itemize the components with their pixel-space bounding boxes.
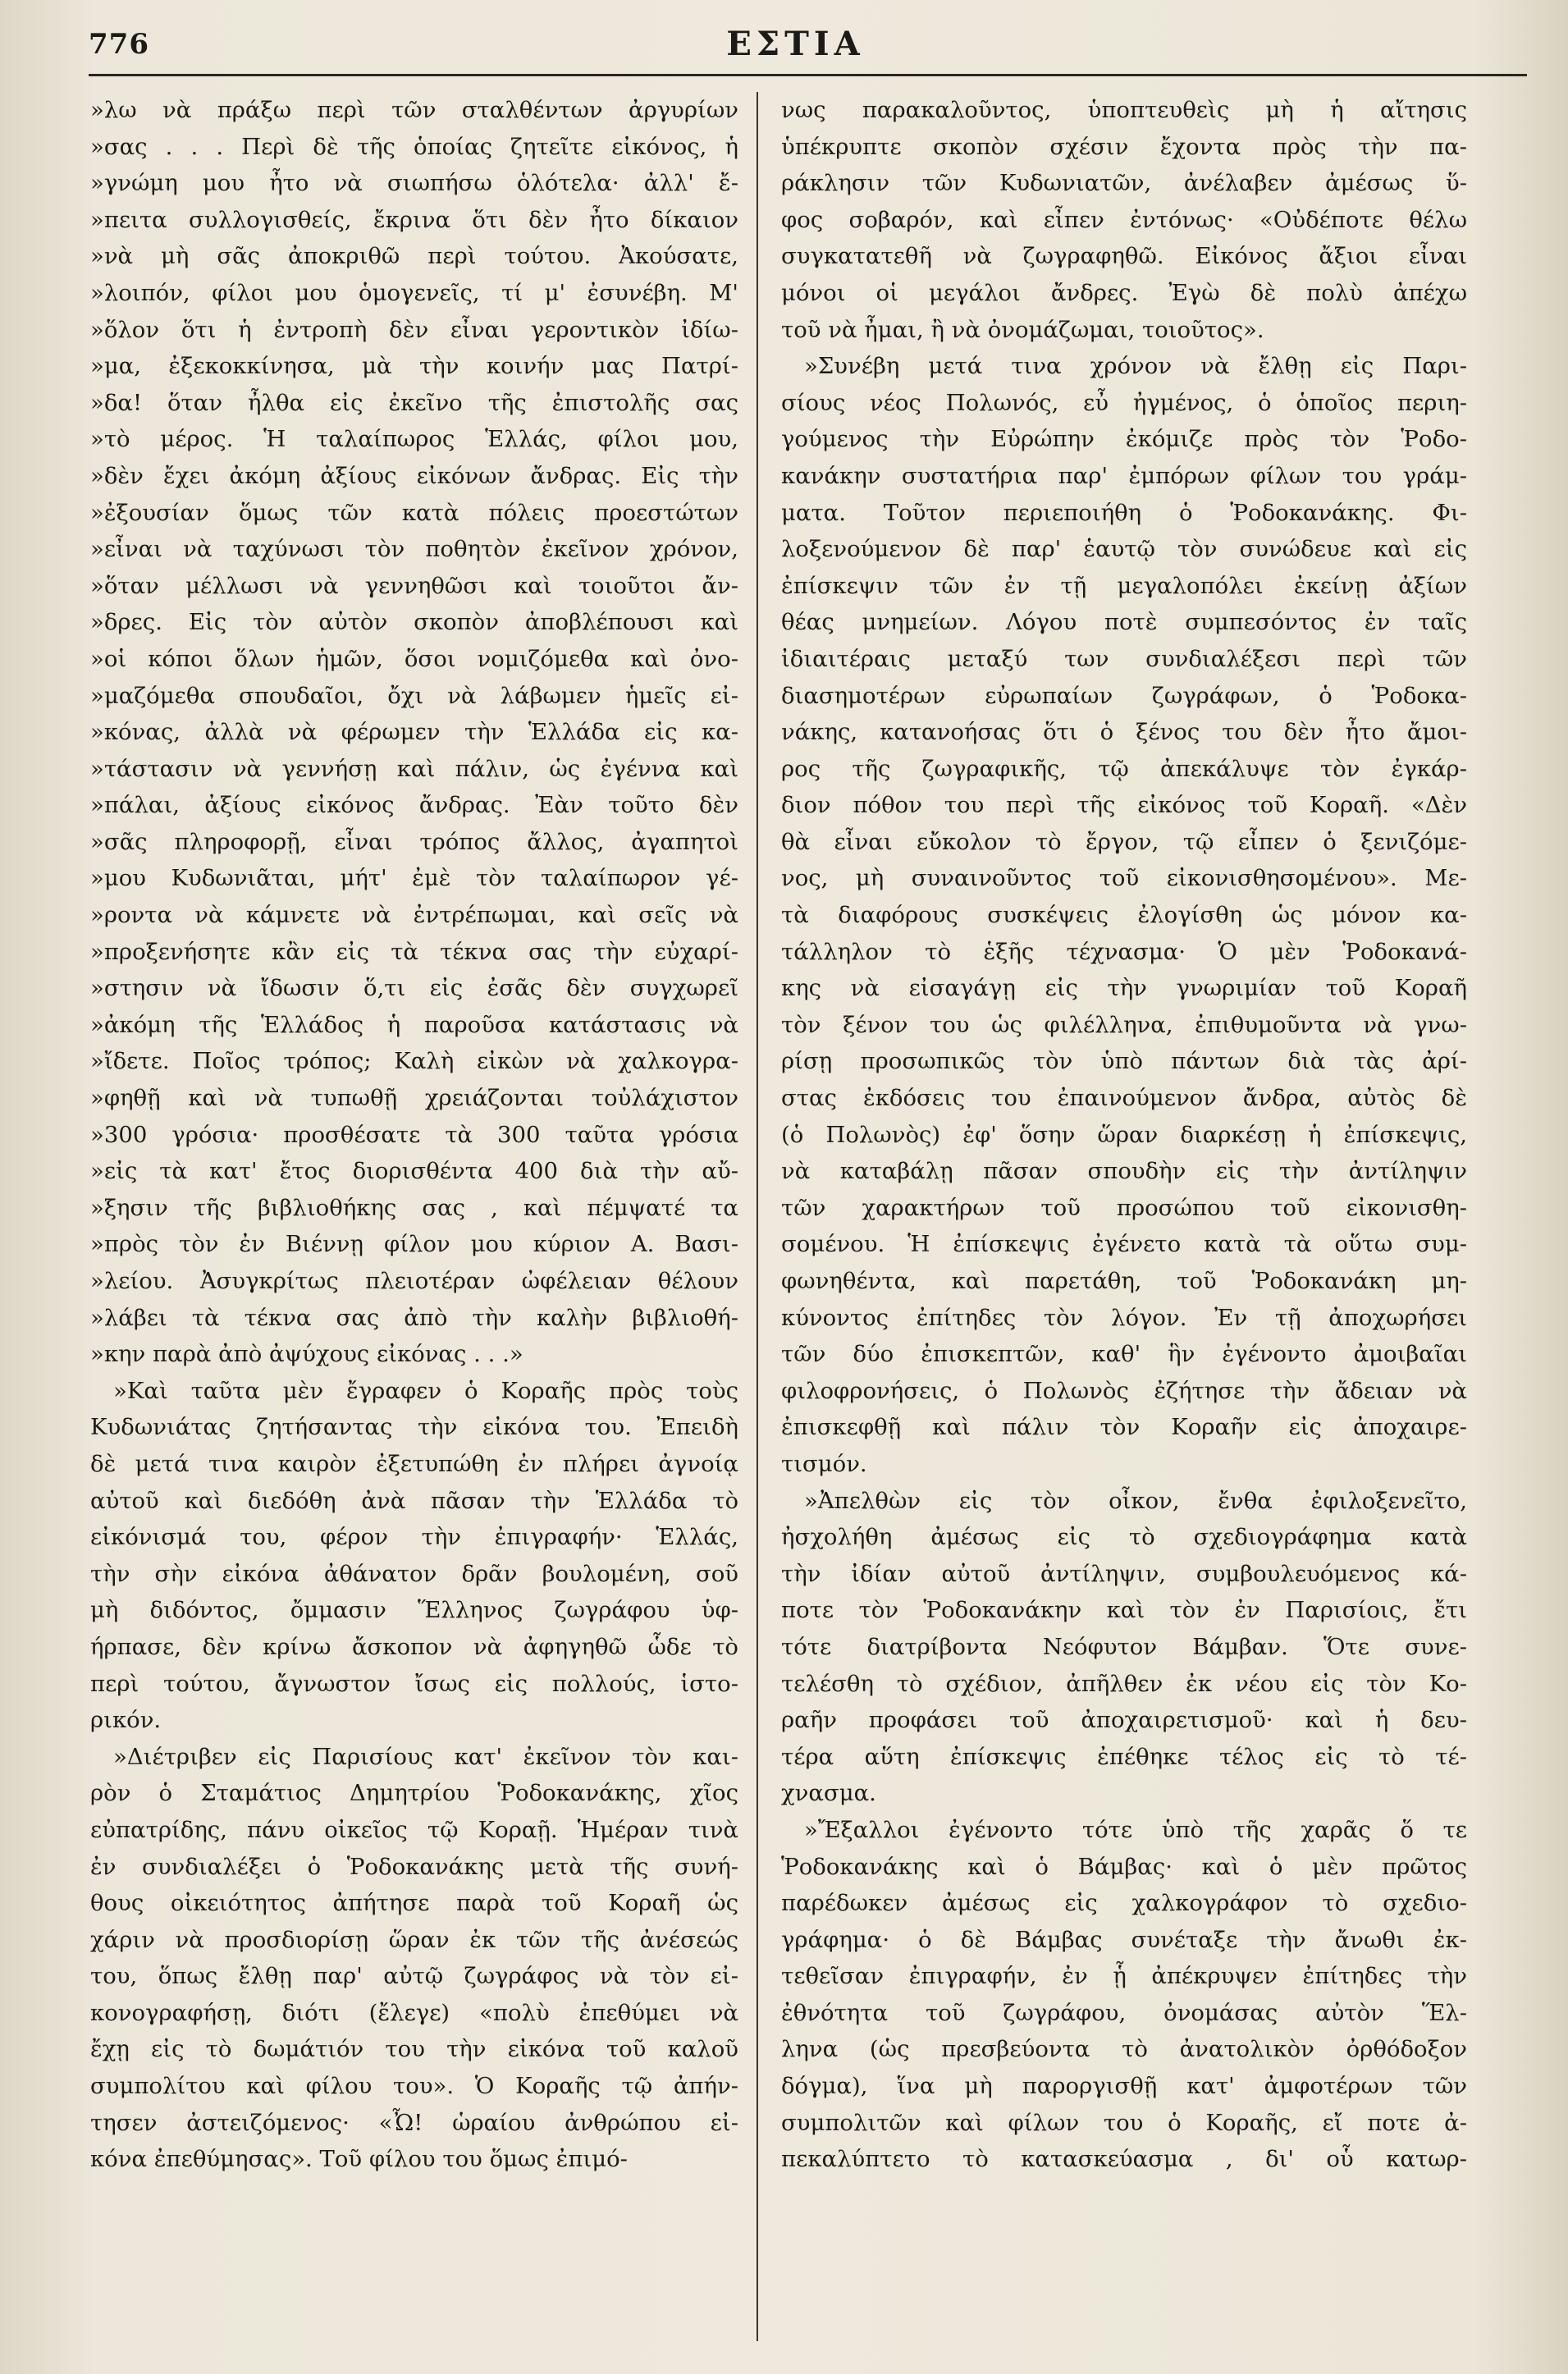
text-line: ρὸν ὁ Σταμάτιος Δημητρίου Ῥοδοκανάκης, χῖος [90,1780,738,1807]
text-line: δὲ μετά τινα καιρὸν ἐξετυπώθη ἐν πλήρει ἀγνοίᾳ [90,1450,738,1477]
text-line: διον πόθον του περὶ τῆς εἰκόνος τοῦ Κοραῆ. «Δὲν [781,792,1467,819]
text-line: τισμόν. [781,1450,867,1477]
text-line: »ἴδετε. Ποῖος τρόπος; Καλὴ εἰκὼν νὰ χαλκογρα- [90,1048,738,1075]
text-line: θὰ εἶναι εὔκολον τὸ ἔργον, τῷ εἶπεν ὁ ξενιζόμε- [781,828,1467,855]
text-line: ληνα (ὡς πρεσβεύοντα τὸ ἀνατολικὸν ὀρθόδοξον [781,2036,1467,2063]
text-line: θέας μνημείων. Λόγου ποτὲ συμπεσόντος ἐν ταῖς [781,609,1467,636]
page-header [89,21,1502,71]
text-line: »εἶναι νὰ ταχύνωσι τὸν ποθητὸν ἐκεῖνον χρόνον, [90,536,738,563]
text-line: ρος τῆς ζωγραφικῆς, τῷ ἀπεκάλυψε τὸν ἐγκάρ- [781,755,1467,782]
text-line: »σᾶς πληροφορῇ, εἶναι τρόπος ἄλλος, ἀγαπητοὶ [90,828,738,855]
text-line: εἰκόνισμά του, φέρον τὴν ἐπιγραφήν· Ἑλλάς, [90,1524,738,1551]
text-line: ρίσῃ προσωπικῶς τὸν ὑπὸ πάντων διὰ τὰς ἀρί- [781,1048,1467,1075]
page-number: 776 [89,28,149,61]
text-line: ὑπέκρυπτε σκοπὸν σχέσιν ἔχοντα πρὸς τὴν πα- [781,133,1467,160]
text-line: »πειτα συλλογισθείς, ἔκρινα ὅτι δὲν ἦτο δίκαιον [90,206,738,233]
text-line: στας ἐκδόσεις του ἐπαινούμενον ἄνδρα, αὐτὸς δὲ [781,1085,1467,1112]
text-line: Ῥοδοκανάκης καὶ ὁ Βάμβας· καὶ ὁ μὲν πρῶτος [781,1853,1467,1880]
text-line: περὶ τούτου, ἄγνωστον ἴσως εἰς πολλούς, ἱστο- [90,1670,738,1697]
text-line: »στησιν νὰ ἴδωσιν ὅ,τι εἰς ἐσᾶς δὲν συγχωρεῖ [90,975,738,1002]
text-line: γούμενος τὴν Εὐρώπην ἐκόμιζε πρὸς τὸν Ῥοδο- [781,426,1467,453]
text-line: »Ἀπελθὼν εἰς τὸν οἶκον, ἔνθα ἐφιλοξενεῖτο, [804,1487,1467,1514]
text-line: νάκης, κατανοήσας ὅτι ὁ ξένος του δὲν ἦτο ἄμοι- [781,719,1467,746]
text-line: »κόνας, ἀλλὰ νὰ φέρωμεν τὴν Ἑλλάδα εἰς κα- [90,719,738,746]
text-line: »πρὸς τὸν ἐν Βιέννῃ φίλον μου κύριον Α. Βασι- [90,1231,738,1258]
text-line: λοξενούμενον δὲ παρ' ἑαυτῷ τὸν συνώδευε καὶ εἰς [781,536,1467,563]
text-line: τησεν ἀστειζόμενος· «Ὦ! ὡραίου ἀνθρώπου εἰ- [90,2109,738,2136]
text-line: »λείου. Ἀσυγκρίτως πλειοτέραν ὠφέλειαν θέλουν [90,1268,738,1294]
text-line: τῶν χαρακτήρων τοῦ προσώπου τοῦ εἰκονισθη- [781,1194,1467,1221]
text-line: χνασμα. [781,1780,876,1807]
text-line: »λω νὰ πράξω περὶ τῶν σταλθέντων ἀργυρίων [90,97,738,123]
text-line: »προξενήσητε κἂν εἰς τὰ τέκνα σας τὴν εὐχαρί- [90,938,738,965]
right-column [781,92,1467,2349]
text-line: »οἱ κόποι ὅλων ἡμῶν, ὅσοι νομιζόμεθα καὶ ὀνο- [90,645,738,672]
text-line: νὰ καταβάλῃ πᾶσαν σπουδὴν εἰς τὴν ἀντίληψιν [781,1158,1467,1185]
text-line: »κην παρὰ ἀπὸ ἀψύχους εἰκόνας . . .» [90,1341,523,1368]
text-line: »πάλαι, ἀξίους εἰκόνος ἄνδρας. Ἐὰν τοῦτο δὲν [90,792,738,819]
text-line: »εἰς τὰ κατ' ἔτος διορισθέντα 400 διὰ τὴν αὔ- [90,1158,738,1185]
text-line: κης νὰ εἰσαγάγῃ εἰς τὴν γνωριμίαν τοῦ Κοραῆ [781,975,1467,1002]
text-line: μὴ διδόντος, ὄμμασιν Ἕλληνος ζωγράφου ὑφ- [90,1597,738,1624]
text-line: θους οἰκειότητος ἀπήτησε παρὰ τοῦ Κοραῆ ὡς [90,1890,738,1917]
text-line: σομένου. Ἡ ἐπίσκεψις ἐγένετο κατὰ τὰ οὕτω συμ- [781,1231,1467,1258]
text-line: κόνα ἐπεθύμησας». Τοῦ φίλου του ὅμως ἐπιμό- [90,2146,628,2173]
text-line: εὐπατρίδης, πάνυ οἰκεῖος τῷ Κοραῇ. Ἡμέραν τινὰ [90,1816,738,1843]
text-line: νος, μὴ συναινοῦντος τοῦ εἰκονισθησομένου». Με- [781,865,1467,892]
text-line: φιλοφρονήσεις, ὁ Πολωνὸς ἐζήτησε τὴν ἄδειαν νὰ [781,1377,1467,1404]
text-line: »Διέτριβεν εἰς Παρισίους κατ' ἐκεῖνον τὸν και- [113,1743,738,1770]
text-line: Κυδωνιάτας ζητήσαντας τὴν εἰκόνα του. Ἐπειδὴ [90,1414,738,1441]
text-line: τότε διατρίβοντα Νεόφυτον Βάμβαν. Ὅτε συνε- [781,1633,1467,1660]
text-line: ματα. Τοῦτον περιεποιήθη ὁ Ῥοδοκανάκης. Φι- [781,499,1467,526]
text-line: »ροντα νὰ κάμνετε νὰ ἐντρέπωμαι, καὶ σεῖς νὰ [90,902,738,929]
text-line: τὸν ξένον του ὡς φιλέλληνα, ἐπιθυμοῦντα νὰ γνω- [781,1011,1467,1038]
text-line: ράκλησιν τῶν Κυδωνιατῶν, ἀνέλαβεν ἀμέσως ὕ- [781,170,1467,197]
text-line: δόγμα), ἵνα μὴ παροργισθῇ κατ' ἀμφοτέρων τῶν [781,2073,1467,2100]
text-line: συγκατατεθῆ νὰ ζωγραφηθῶ. Εἰκόνος ἄξιοι εἶναι [781,243,1467,270]
text-line: συμπολιτῶν καὶ φίλων του ὁ Κοραῆς, εἴ ποτε ἀ- [781,2109,1467,2136]
text-line: »ξησιν τῆς βιβλιοθήκης σας , καὶ πέμψατέ τα [90,1194,738,1221]
text-line: κύνοντος ἐπίτηδες τὸν λόγον. Ἐν τῇ ἀποχωρήσει [781,1304,1467,1331]
text-line: »λοιπόν, φίλοι μου ὁμογενεῖς, τί μ' ἐσυνέβη. Μ' [90,279,738,306]
text-line: ἐν συνδιαλέξει ὁ Ῥοδοκανάκης μετὰ τῆς συνή- [90,1853,738,1880]
text-line: χάριν νὰ προσδιορίσῃ ὥραν ἐκ τῶν τῆς ἀνέσεώς [90,1926,738,1953]
text-line: πεκαλύπτετο τὸ κατασκεύασμα , δι' οὗ κατωρ- [781,2146,1467,2173]
text-line: τελέσθη τὸ σχέδιον, ἀπῆλθεν ἐκ νέου εἰς τὸν Κο- [781,1670,1467,1697]
text-line: του, ὅπως ἔλθῃ παρ' αὐτῷ ζωγράφος νὰ τὸν εἰ- [90,1963,738,1990]
text-line: ἐπισκεφθῇ καὶ πάλιν τὸν Κοραῆν εἰς ἀποχαιρε- [781,1414,1467,1441]
text-line: »δὲν ἔχει ἀκόμη ἀξίους εἰκόνων ἄνδρας. Εἰς τὴν [90,462,738,489]
text-line: »ἐξουσίαν ὅμως τῶν κατὰ πόλεις προεστώτων [90,499,738,526]
text-line: »δρες. Εἰς τὸν αὐτὸν σκοπὸν ἀποβλέπουσι καὶ [90,609,738,636]
text-line: κανάκην συστατήρια παρ' ἐμπόρων φίλων του γράμ- [781,462,1467,489]
text-line: »μαζόμεθα σπουδαῖοι, ὄχι νὰ λάβωμεν ἡμεῖς εἰ- [90,682,738,709]
text-line: »λάβει τὰ τέκνα σας ἀπὸ τὴν καλὴν βιβλιοθή- [90,1304,738,1331]
text-line: τοῦ νὰ ἦμαι, ἢ νὰ ὀνομάζωμαι, τοιοῦτος». [781,316,1264,343]
text-line: φωνηθέντα, καὶ παρετάθη, τοῦ Ῥοδοκανάκη μη- [781,1268,1467,1294]
text-line: ποτε τὸν Ῥοδοκανάκην καὶ τὸν ἐν Παρισίοις, ἔτι [781,1597,1467,1624]
text-line: τὴν ἰδίαν αὐτοῦ ἀντίληψιν, συμβουλευόμενος κά- [781,1560,1467,1587]
column-divider [757,92,758,2341]
text-line: κονογραφήσῃ, διότι (ἔλεγε) «πολὺ ἐπεθύμει νὰ [90,1999,738,2026]
text-line: ρικόν. [90,1707,162,1734]
text-line: »μου Κυδωνιᾶται, μήτ' ἐμὲ τὸν ταλαίπωρον γέ- [90,865,738,892]
text-line: ήρπασε, δὲν κρίνω ἄσκοπον νὰ ἀφηγηθῶ ὧδε τὸ [90,1633,738,1660]
text-line: »φηθῇ καὶ νὰ τυπωθῇ χρειάζονται τοὐλάχιστον [90,1085,738,1112]
text-line: παρέδωκεν ἀμέσως εἰς χαλκογράφον τὸ σχεδιο- [781,1890,1467,1917]
text-line: ἔχῃ εἰς τὸ δωμάτιόν του τὴν εἰκόνα τοῦ καλοῦ [90,2036,738,2063]
text-line: »300 γρόσια· προσθέσατε τὰ 300 ταῦτα γρόσια [90,1121,738,1148]
text-line: σίους νέος Πολωνός, εὖ ἠγμένος, ὁ ὁποῖος περιη- [781,389,1467,416]
text-line: τεθεῖσαν ἐπιγραφήν, ἐν ᾗ ἀπέκρυψεν ἐπίτηδες τὴν [781,1963,1467,1990]
text-line: μόνοι οἱ μεγάλοι ἄνδρες. Ἐγὼ δὲ πολὺ ἀπέχω [781,279,1467,306]
text-line: τὴν σὴν εἰκόνα ἀθάνατον δρᾶν βουλομένη, σοῦ [90,1560,738,1587]
text-line: (ὁ Πολωνὸς) ἐφ' ὅσην ὥραν διαρκέσῃ ἡ ἐπίσκεψις, [781,1121,1467,1148]
text-line: ἐθνότητα τοῦ ζωγράφου, ὀνομάσας αὐτὸν Ἕλ- [781,1999,1467,2026]
text-line: διασημοτέρων εὐρωπαίων ζωγράφων, ὁ Ῥοδοκα- [781,682,1467,709]
text-line: »γνώμη μου ἦτο νὰ σιωπήσω ὁλότελα· ἀλλ' ἔ- [90,170,738,197]
text-line: »τάστασιν νὰ γεννήσῃ καὶ πάλιν, ὡς ἐγέννα καὶ [90,755,738,782]
text-line: »νὰ μὴ σᾶς ἀποκριθῶ περὶ τούτου. Ἀκούσατε, [90,243,738,270]
text-line: »Καὶ ταῦτα μὲν ἔγραφεν ὁ Κοραῆς πρὸς τοὺς [113,1377,738,1404]
text-line: τέρα αὕτη ἐπίσκεψις ἐπέθηκε τέλος εἰς τὸ τέ- [781,1743,1467,1770]
text-line: »Ἔξαλλοι ἐγένοντο τότε ὑπὸ τῆς χαρᾶς ὅ τε [804,1816,1467,1843]
text-line: ἐπίσκεψιν τῶν ἐν τῇ μεγαλοπόλει ἐκείνῃ ἀξίων [781,572,1467,599]
running-title: ΕΣΤΙΑ [726,25,865,63]
text-line: »δα! ὅταν ἦλθα εἰς ἐκεῖνο τῆς ἐπιστολῆς σας [90,389,738,416]
text-line: τῶν δύο ἐπισκεπτῶν, καθ' ἣν ἐγένοντο ἀμοιβαῖαι [781,1341,1467,1368]
text-line: »ὅλον ὅτι ἡ ἐντροπὴ δὲν εἶναι γεροντικὸν ἰδίω- [90,316,738,343]
text-line: ἰδιαιτέραις μεταξύ των συνδιαλέξεσι περὶ τῶν [781,645,1467,672]
text-line: αὐτοῦ καὶ διεδόθη ἀνὰ πᾶσαν τὴν Ἑλλάδα τὸ [90,1487,738,1514]
text-line: »μα, ἐξεκοκκίνησα, μὰ τὴν κοινήν μας Πατρί- [90,353,738,380]
text-line: »σας . . . Περὶ δὲ τῆς ὁποίας ζητεῖτε εἰκόνος, ἡ [90,133,738,160]
text-line: τὰ διαφόρους συσκέψεις ἐλογίσθη ὡς μόνον κα- [781,902,1467,929]
left-column [90,92,738,2349]
header-rule [89,74,1527,76]
text-line: »Συνέβη μετά τινα χρόνον νὰ ἔλθῃ εἰς Παρι- [804,353,1467,380]
text-line: »τὸ μέρος. Ἡ ταλαίπωρος Ἑλλάς, φίλοι μου, [90,426,738,453]
text-line: ἠσχολήθη ἀμέσως εἰς τὸ σχεδιογράφημα κατὰ [781,1524,1467,1551]
text-line: φος σοβαρόν, καὶ εἶπεν ἐντόνως· «Οὐδέποτε θέλω [781,206,1467,233]
text-line: συμπολίτου καὶ φίλου του». Ὁ Κοραῆς τῷ ἀπήν- [90,2073,738,2100]
text-line: νως παρακαλοῦντος, ὑποπτευθεὶς μὴ ἡ αἴτησις [781,97,1467,123]
text-line: γράφημα· ὁ δὲ Βάμβας συνέταξε τὴν ἄνωθι ἐκ- [781,1926,1467,1953]
text-line: τάλληλον τὸ ἑξῆς τέχνασμα· Ὁ μὲν Ῥοδοκανά- [781,938,1467,965]
text-line: »ἀκόμη τῆς Ἑλλάδος ἡ παροῦσα κατάστασις νὰ [90,1011,738,1038]
text-line: ραῆν προφάσει τοῦ ἀποχαιρετισμοῦ· καὶ ἡ δευ- [781,1707,1467,1734]
text-line: »ὅταν μέλλωσι νὰ γεννηθῶσι καὶ τοιοῦτοι ἄν- [90,572,738,599]
